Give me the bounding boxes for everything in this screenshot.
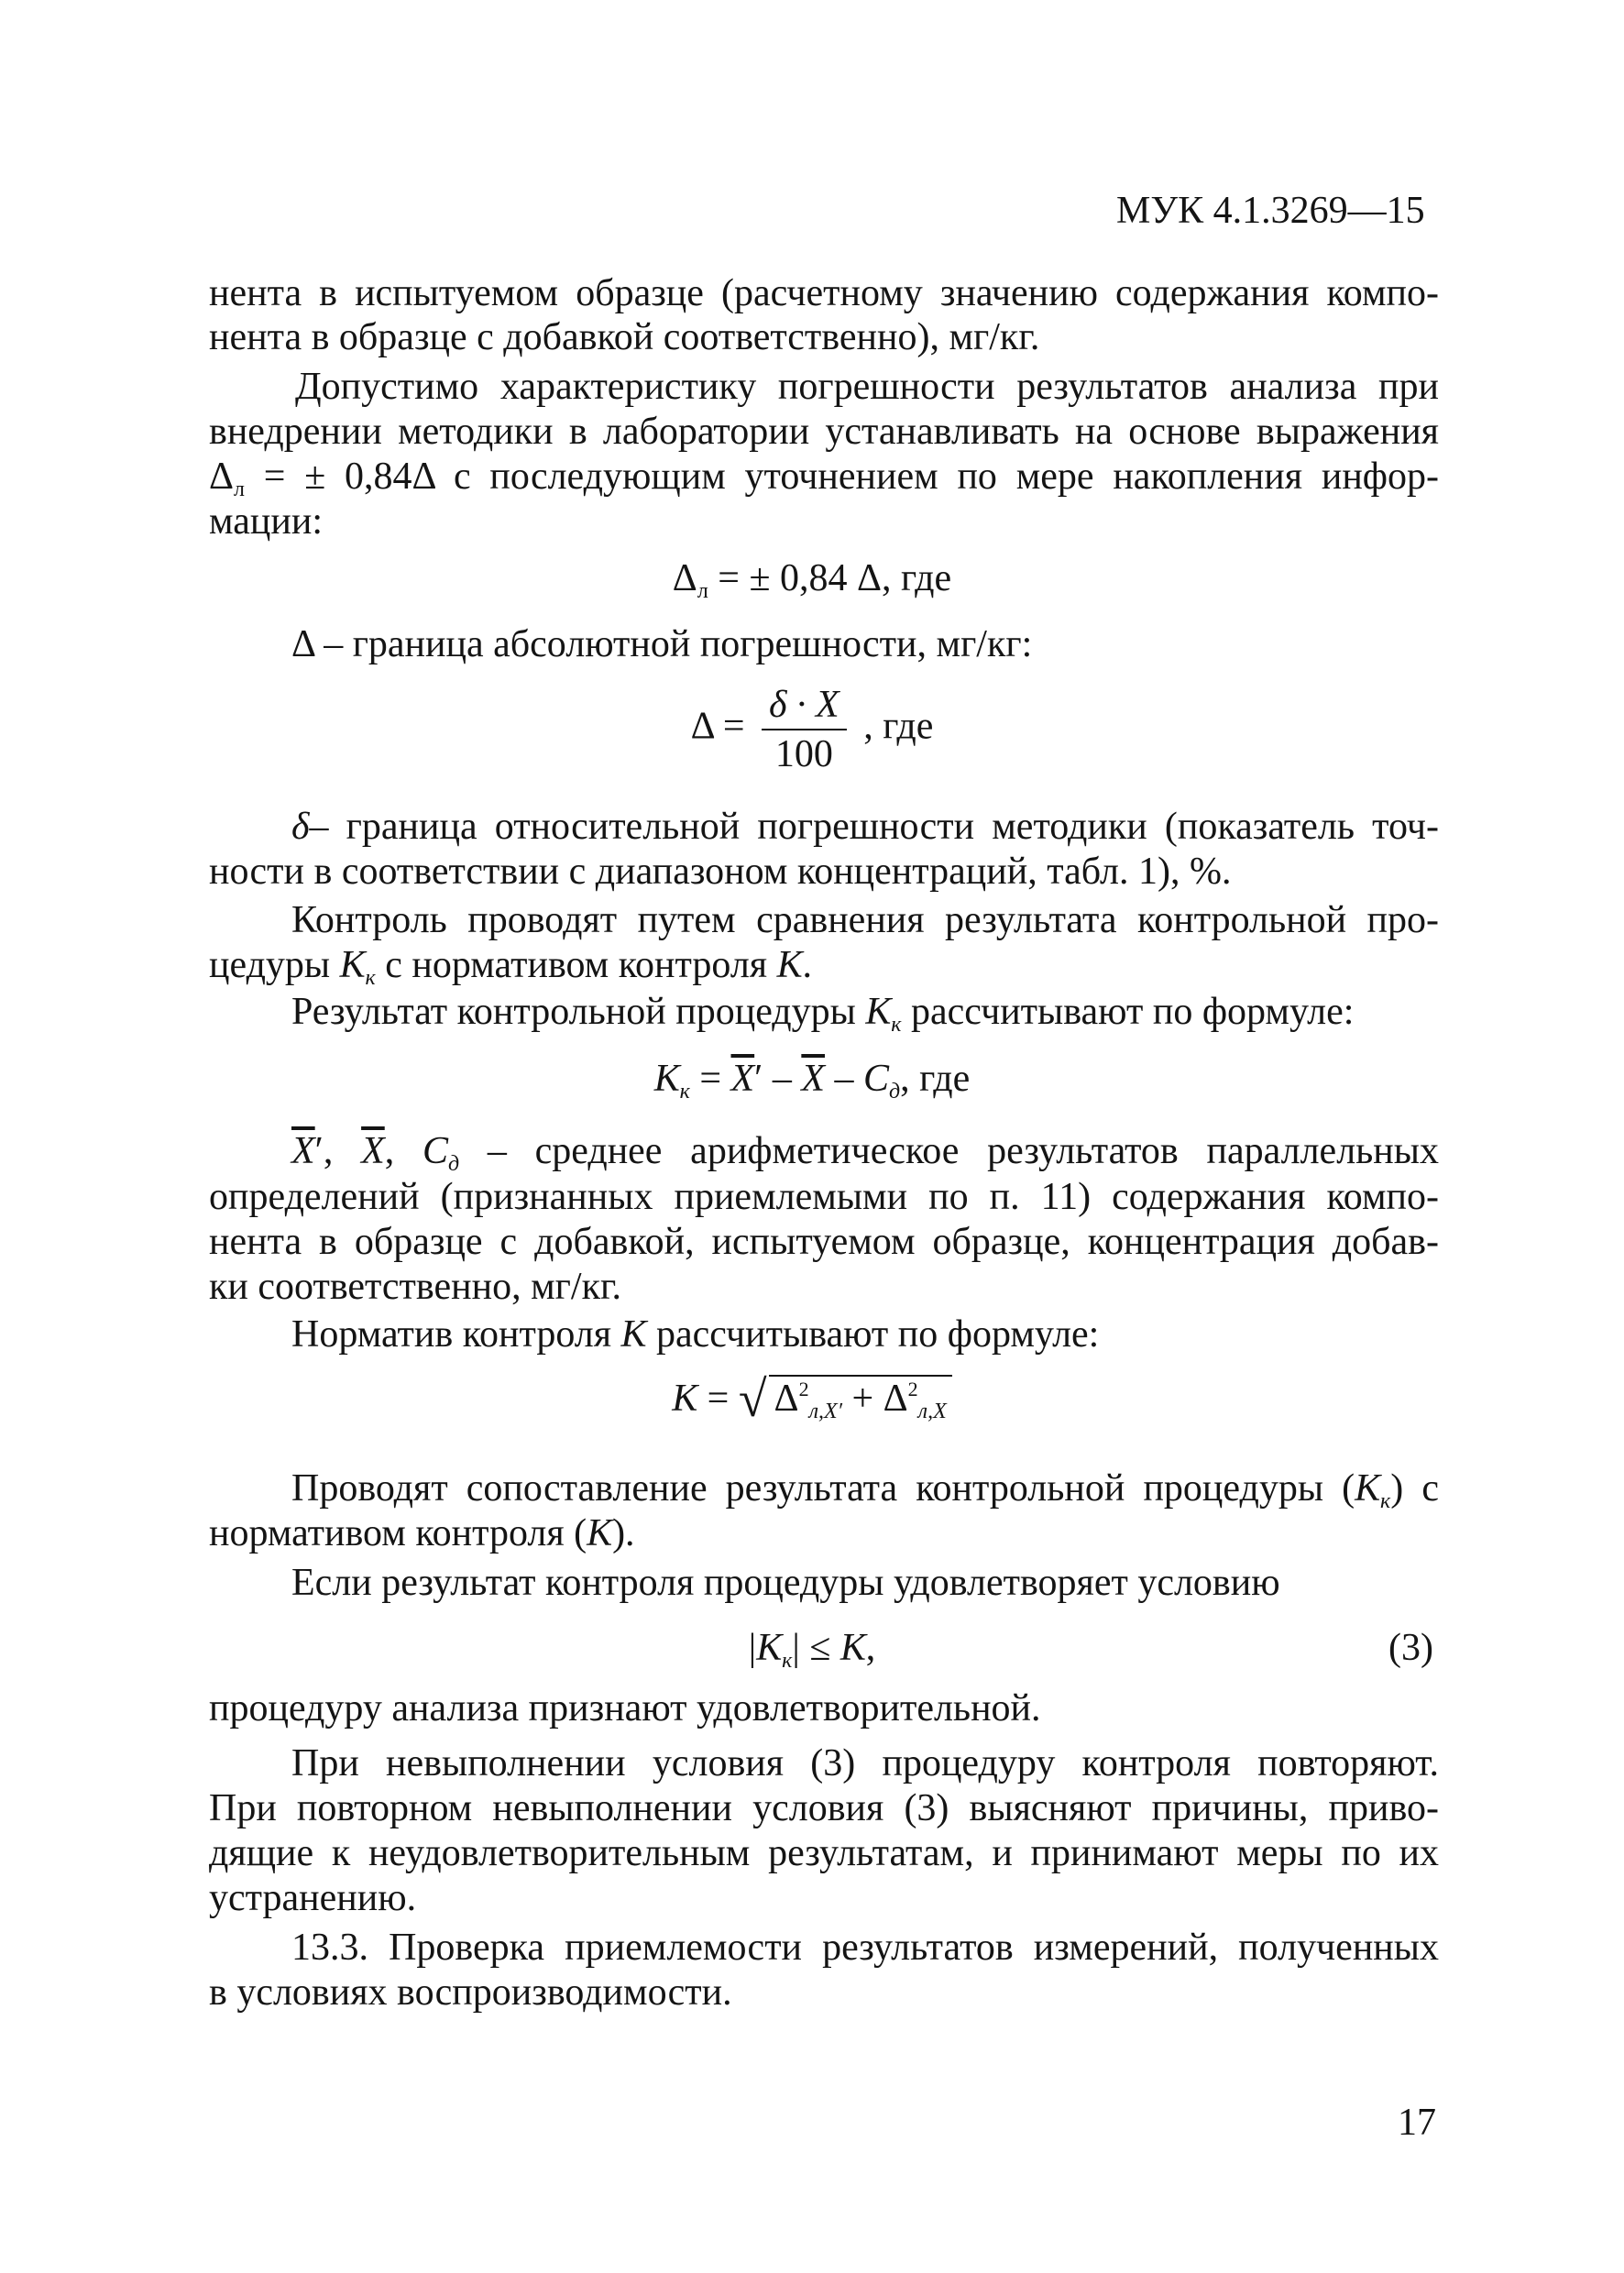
text-line: нента в образце с добавкой соответственно), мг/кг. xyxy=(209,316,1040,358)
formula-delta-lab xyxy=(0,556,1624,603)
delta-small-symbol: δ xyxy=(291,806,310,848)
text-line: ности в соответствии с диапазоном концентраций, табл. 1), %. xyxy=(209,851,1232,893)
section-heading-line: 13.3. Проверка приемлемости результатов измерений, полученных xyxy=(291,1927,1439,1969)
text-line: Проводят сопоставление результата контрольной процедуры $(К_к)$ с xyxy=(291,1467,1439,1513)
subscript: л xyxy=(697,579,708,603)
radicand: $\Delta^2_{л,X'} + \Delta^2_{л,X}$ xyxy=(769,1375,952,1421)
delta-symbol: Δ xyxy=(209,456,235,498)
text-line: Норматив контроля К рассчитывают по формуле: xyxy=(291,1313,1100,1356)
text-line xyxy=(291,805,1439,849)
text-line: нента в образце с добавкой, испытуемом образце, концентрация добав- xyxy=(209,1221,1439,1263)
equation-number: (3) xyxy=(1388,1627,1433,1669)
formula-delta-fraction xyxy=(0,683,1624,776)
text-line xyxy=(209,455,1439,499)
text-line: При повторном невыполнении условия (3) выясняют причины, приво- xyxy=(209,1787,1439,1829)
text-line: мации: xyxy=(209,500,324,543)
text-line: Допустимо характеристику погрешности результатов анализа при xyxy=(295,366,1439,408)
text-line: процедуру анализа признают удовлетворительной. xyxy=(209,1687,1041,1729)
text-line: нента в испытуемом образце (расчетному значению содержания компо- xyxy=(209,272,1439,314)
text-line: устранению. xyxy=(209,1877,417,1919)
text-line: ки соответственно, мг/кг. xyxy=(209,1266,621,1308)
formula-lhs: Δ = xyxy=(690,705,745,748)
formula-text: = ± 0,84 Δ, где xyxy=(708,557,952,599)
text-line: нормативом контроля (К). xyxy=(209,1512,635,1554)
text-line: Результат контрольной процедуры $К_к$ рассчитывают по формуле: xyxy=(291,991,1355,1037)
fraction-denominator: 100 xyxy=(774,733,833,775)
text-line: При невыполнении условия (3) процедуру контроля повторяют. xyxy=(291,1742,1439,1784)
text-line: Δ – граница абсолютной погрешности, мг/кг: xyxy=(291,623,1033,665)
text-line: $\overline{X}'$, $\overline{X}$, $С_д$ – среднее арифметическое результатов параллельных xyxy=(291,1130,1439,1176)
document-code-header: МУК 4.1.3269—15 xyxy=(1116,190,1425,232)
page-number: 17 xyxy=(1398,2102,1436,2144)
text-line: внедрении методики в лаборатории устанавливать на основе выражения xyxy=(209,411,1439,453)
text-line: цедуры $К_к$ с нормативом контроля К. xyxy=(209,944,812,990)
subscript: л xyxy=(234,478,245,501)
text-fragment: = ± 0,84Δ с последующим уточнением по мере накопления инфор- xyxy=(245,456,1439,498)
text-line: Если результат контроля процедуры удовлетворяет условию xyxy=(291,1562,1280,1604)
section-heading-line: в условиях воспроизводимости. xyxy=(209,1971,732,2014)
fraction-numerator: δ · X xyxy=(762,683,847,730)
fraction xyxy=(762,683,847,776)
delta-symbol: Δ xyxy=(672,557,697,599)
formula-tail: , где xyxy=(863,705,934,748)
text-fragment: – граница относительной погрешности методики (показатель точ- xyxy=(309,806,1439,848)
formula-condition: $|К_к| \le К$, xyxy=(748,1627,876,1673)
radical-sign: √ xyxy=(738,1371,767,1428)
formula-control-norm: К = √ $\Delta^2_{л,X'} + \Delta^2_{л,X}$ xyxy=(0,1375,1624,1421)
text-line: дящие к неудовлетворительным результатам, и принимают меры по их xyxy=(209,1832,1439,1874)
text-line: Контроль проводят путем сравнения результата контрольной про- xyxy=(291,899,1439,941)
text-line: определений (признанных приемлемыми по п. 11) содержания компо- xyxy=(209,1176,1439,1218)
formula-control-result: $К_к = \overline{X}' - \overline{X} - С_д$, где xyxy=(653,1058,971,1104)
